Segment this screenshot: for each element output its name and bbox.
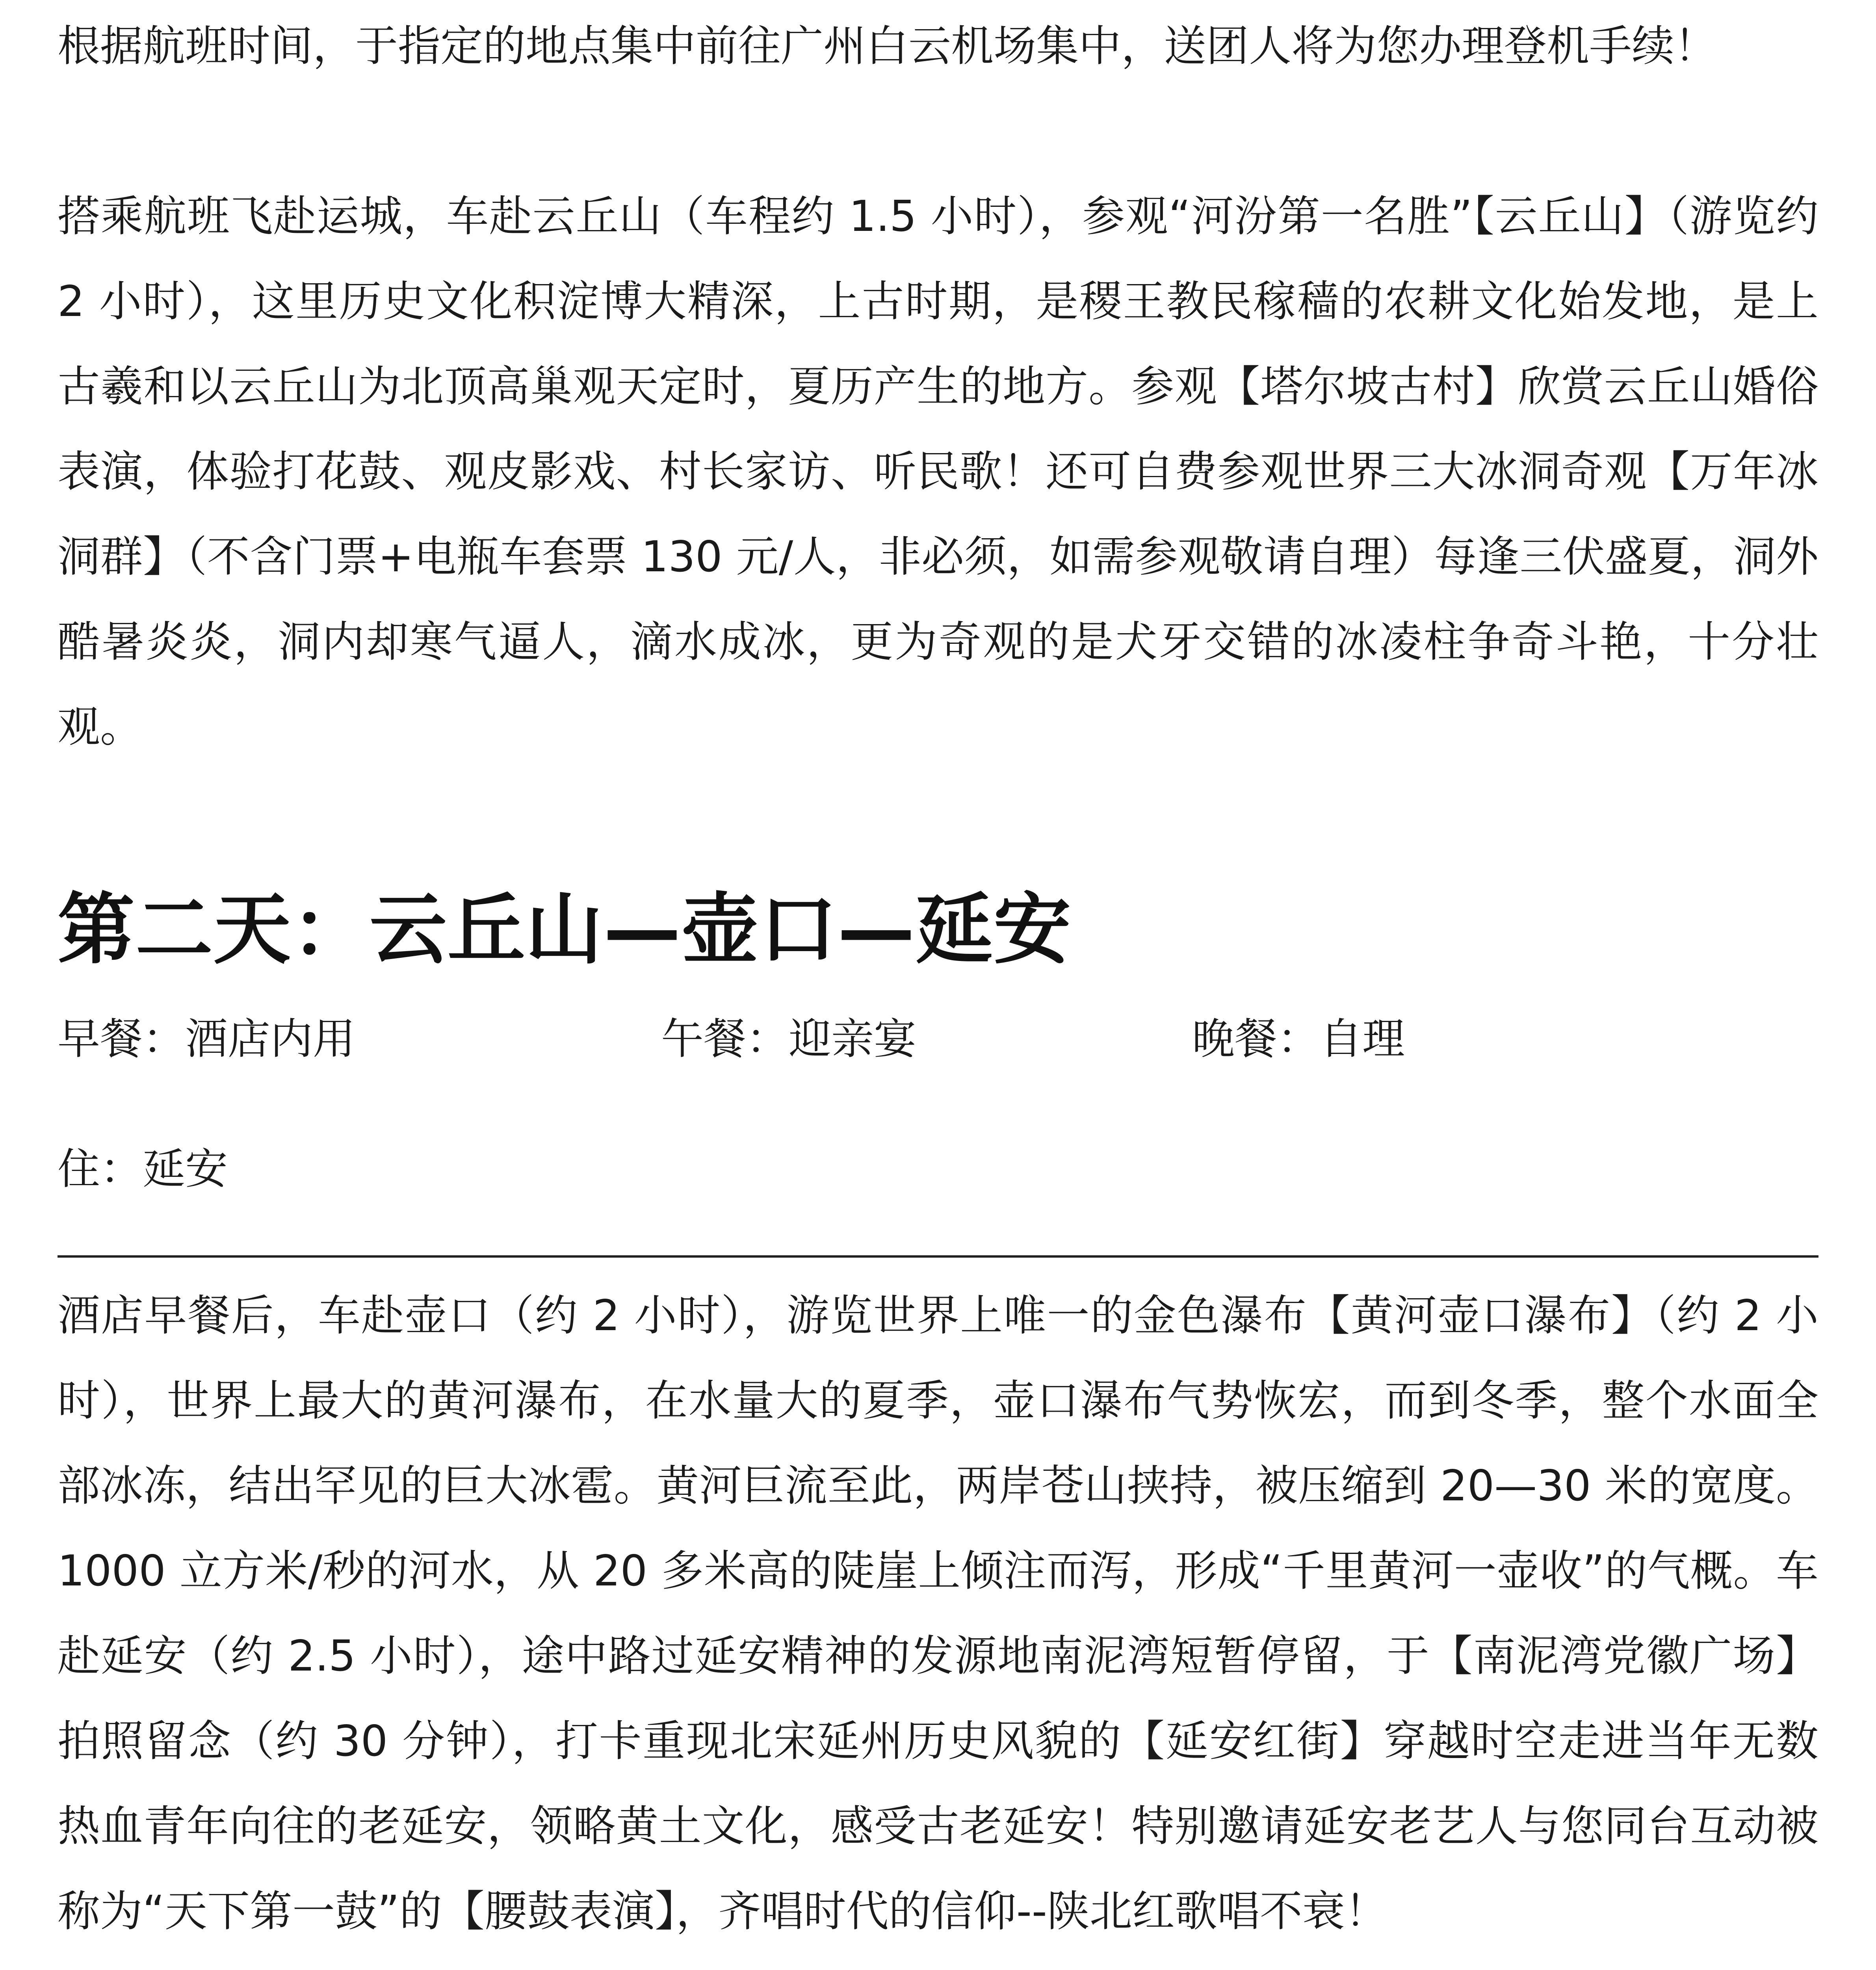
day-2-lunch: 午餐：迎亲宴 bbox=[661, 1015, 917, 1064]
intro-paragraph-2: 搭乘航班飞赴运城，车赴云丘山（车程约 1.5 小时），参观“河汾第一名胜”【云丘山】（游览约 2 小时），这里历史文化积淀博大精深，上古时期，是稷王教民稼穑的农耕文化始发地，是上古羲和以云丘山为北顶高巢观天定时，夏历产生的地方。参观【塔尔坡古村】欣赏云丘山婚俗表演，体验打花鼓、观皮影戏、村长家访、听民歌！还可自费参观世界三大冰洞奇观【万年冰洞群】（不含门票+电瓶车套票 130 元/人，非必须，如需参观敬请自理）每逢三伏盛夏，洞外酷暑炎炎，洞内却寒气逼人，滴水成冰，更为奇观的是犬牙交错的冰凌柱争奇斗艳，十分壮观。 bbox=[58, 192, 1818, 752]
day-2-meals bbox=[58, 997, 1818, 1087]
intro-paragraph-1: 根据航班时间，于指定的地点集中前往广州白云机场集中，送团人将为您办理登机手续！ bbox=[58, 22, 1717, 71]
day-2-description: 酒店早餐后，车赴壶口（约 2 小时），游览世界上唯一的金色瀑布【黄河壶口瀑布】（约 2 小时），世界上最大的黄河瀑布，在水量大的夏季，壶口瀑布气势恢宏，而到冬季，整个水面全部冰冻，结出罕见的巨大冰雹。黄河巨流至此，两岸苍山挟持，被压缩到 20—30 米的宽度。1000 立方米/秒的河水，从 20 多米高的陡崖上倾注而泻，形成“千里黄河一壶收”的气概。车赴延安（约 2.5 小时），途中路过延安精神的发源地南泥湾短暂停留，于【南泥湾党徽广场】拍照留念（约 30 分钟），打卡重现北宋延州历史风貌的【延安红街】穿越时空走进当年无数热血青年向往的老延安，领略黄土文化，感受古老延安！特别邀请延安老艺人与您同台互动被称为“天下第一鼓”的【腰鼓表演】，齐唱时代的信仰--陕北红歌唱不衰！ bbox=[58, 1291, 1818, 1936]
day-2-section bbox=[58, 879, 1818, 1970]
itinerary-page bbox=[58, 0, 1818, 1970]
day-2-stay: 住：延安 bbox=[58, 1145, 228, 1194]
day-2-breakfast: 早餐：酒店内用 bbox=[58, 1015, 356, 1064]
day-2-title: 第二天：云丘山—壶口—延安 bbox=[58, 885, 1072, 975]
day-2-dinner: 晚餐：自理 bbox=[1192, 1015, 1405, 1064]
intro-section bbox=[58, 0, 1818, 855]
day-2-divider bbox=[58, 1255, 1818, 1258]
